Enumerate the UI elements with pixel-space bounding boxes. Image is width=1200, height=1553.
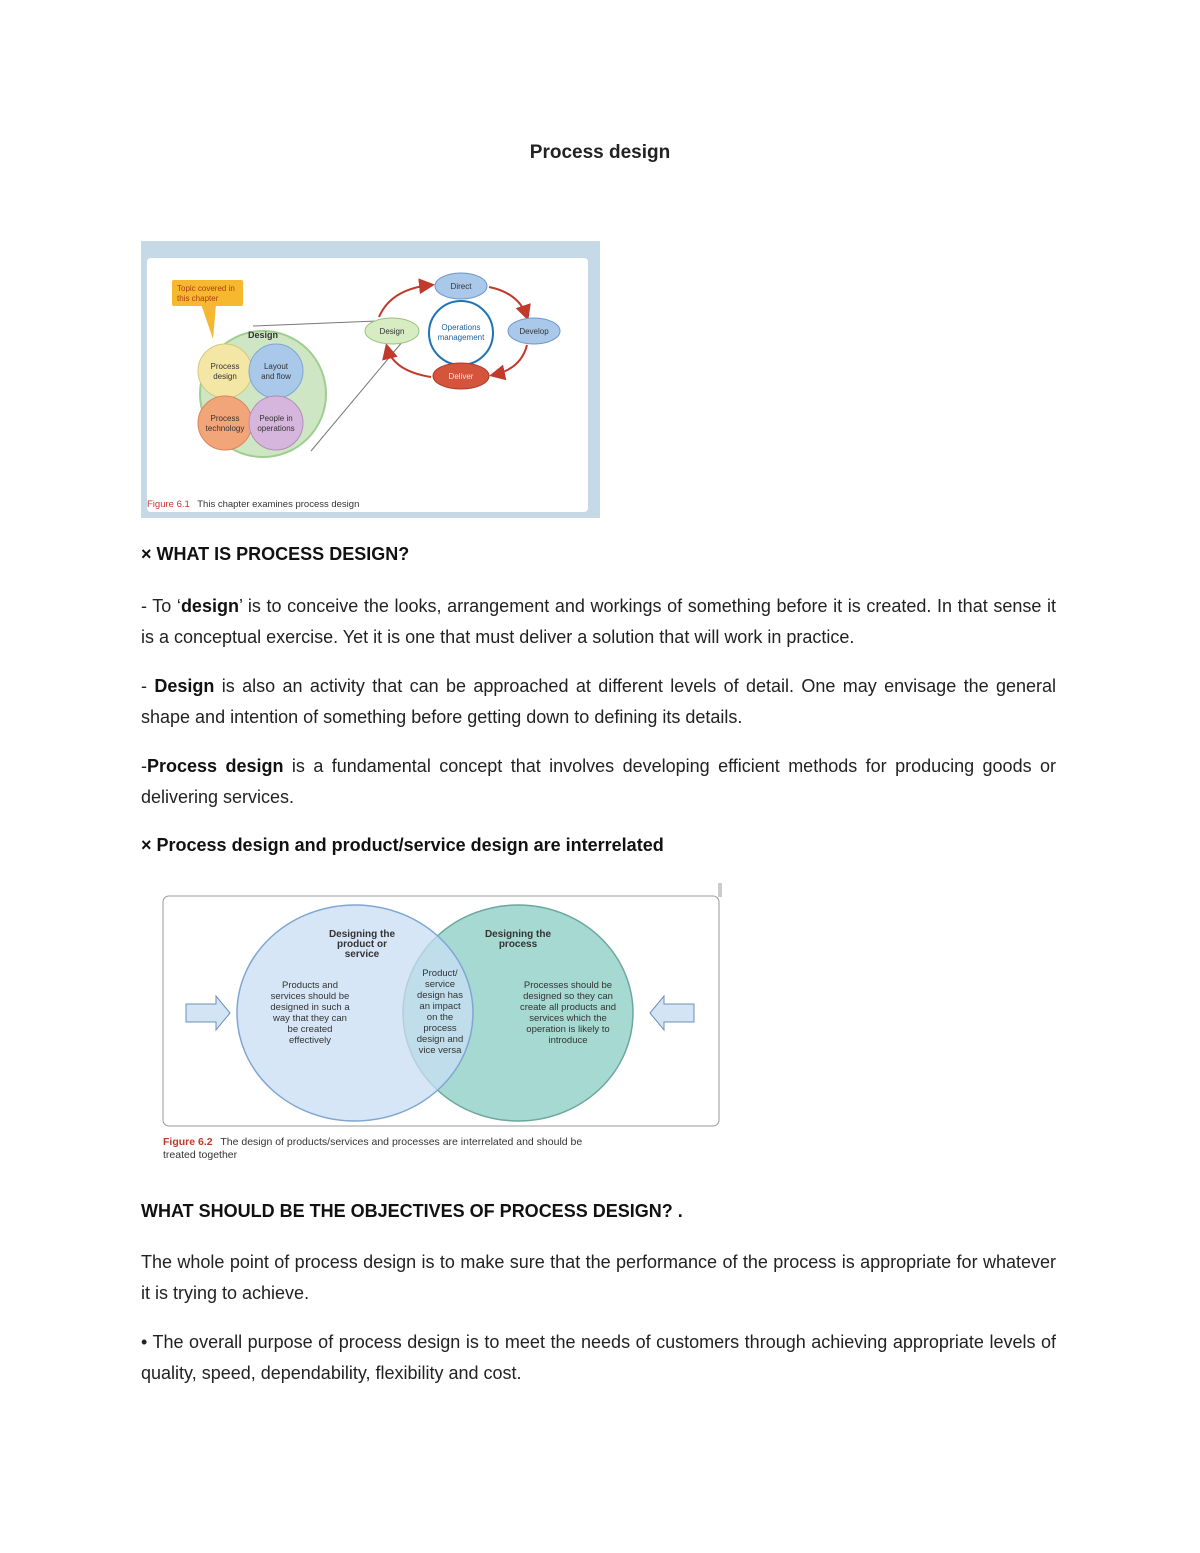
center-line-1: Operations: [441, 323, 481, 332]
left-text-line-2: services should be: [270, 991, 350, 1002]
p2-bold: Design: [154, 676, 215, 696]
middle-text-line-4: an impact: [419, 1001, 461, 1012]
node-deliver-label: Deliver: [448, 372, 474, 381]
right-title-line-2: process: [498, 939, 538, 950]
right-text-line-4: services which the: [529, 1013, 607, 1024]
quadrant-4-line-1: People in: [259, 414, 293, 423]
p3-bold: Process design: [147, 756, 284, 776]
figure-6-2: [160, 880, 725, 1165]
quadrant-2-line-1: Layout: [263, 362, 289, 371]
paragraph-whole-point: The whole point of process design is to make sure that the performance of the process is appropriate for whatever it is trying to achieve.: [141, 1252, 1056, 1303]
left-text-line-6: effectively: [288, 1035, 332, 1046]
figure2-caption-line-2: treated together: [163, 1149, 238, 1161]
p2-rest: is also an activity that can be approached at different levels of detail. One may envisage the general shape and intention of something before getting down to defining its details.: [141, 676, 1056, 727]
right-text-line-5: operation is likely to: [526, 1024, 610, 1035]
quadrant-people-operations: [249, 396, 303, 450]
p1-bold: design: [180, 596, 239, 616]
quadrant-process-design: [198, 344, 252, 398]
quadrant-layout-flow: [249, 344, 303, 398]
left-text-line-4: way that they can: [273, 1013, 347, 1024]
paragraph-design-levels: [141, 671, 1056, 733]
callout-line-2: this chapter: [177, 294, 219, 303]
middle-text-line-6: process: [423, 1023, 457, 1034]
scroll-marker: [718, 883, 722, 897]
quadrant-3-line-1: Process: [210, 414, 240, 423]
callout-line-1: Topic covered in: [177, 284, 235, 293]
middle-text-line-5: on the: [426, 1012, 454, 1023]
figure1-caption-number: Figure 6.1: [147, 499, 190, 510]
quadrant-1-line-1: Process: [210, 362, 240, 371]
middle-text-line-1: Product/: [422, 968, 458, 979]
p1-rest: ’ is to conceive the looks, arrangement and workings of something before it is created. In that sense it is a conceptual exercise. Yet it is one that must deliver a solution that will work in practice.: [141, 596, 1056, 647]
figure2-caption-number: Figure 6.2: [163, 1136, 213, 1148]
quadrant-1-line-2: design: [213, 372, 237, 381]
quadrant-2-line-2: and flow: [261, 372, 291, 381]
figure1-caption: [147, 499, 359, 510]
center-line-2: management: [437, 333, 485, 342]
middle-text-line-8: vice versa: [418, 1045, 462, 1056]
right-text-line-6: introduce: [548, 1035, 588, 1046]
quadrant-process-technology: [198, 396, 252, 450]
left-title-line-1: Designing the: [328, 929, 396, 940]
left-text-line-3: designed in such a: [270, 1002, 350, 1013]
node-direct-label: Direct: [450, 282, 472, 291]
right-text-line-3: create all products and: [519, 1002, 617, 1013]
paragraph-overall-purpose: • The overall purpose of process design is to meet the needs of customers through achieving appropriate levels of quality, speed, dependability, flexibility and cost.: [141, 1332, 1056, 1383]
node-develop-label: Develop: [519, 327, 549, 336]
design-circle-label: Design: [247, 330, 279, 340]
left-text-line-1: Products and: [282, 980, 338, 991]
page-title: Process design: [529, 142, 671, 163]
right-text-line-1: Processes should be: [523, 980, 613, 991]
figure2-caption-line-1: [163, 1136, 582, 1148]
section-heading-interrelated: × Process design and product/service design are interrelated: [141, 835, 664, 855]
middle-text-line-3: design has: [417, 990, 463, 1001]
quadrant-3-line-2: technology: [205, 424, 245, 433]
p2-prefix: -: [141, 676, 155, 696]
figure1-caption-text: This chapter examines process design: [197, 499, 360, 510]
left-text-line-5: be created: [287, 1024, 333, 1035]
figure-6-1: [141, 241, 600, 518]
middle-text-line-7: design and: [416, 1034, 464, 1045]
p3-prefix: -: [141, 756, 147, 776]
p1-prefix: - To ‘: [141, 596, 181, 616]
right-text-line-2: designed so they can: [523, 991, 613, 1002]
quadrant-4-line-2: operations: [257, 424, 295, 433]
left-title-line-3: service: [344, 949, 380, 960]
middle-text-line-2: service: [424, 979, 456, 990]
section-heading-what-is-process-design: × WHAT IS PROCESS DESIGN?: [141, 544, 410, 564]
paragraph-design-definition: [141, 591, 1056, 653]
node-design-label: Design: [379, 327, 405, 336]
right-title-line-1: Designing the: [484, 929, 552, 940]
figure2-caption-text-1: The design of products/services and processes are interrelated and should be: [220, 1136, 583, 1148]
paragraph-process-design: [141, 751, 1056, 813]
left-title-line-2: product or: [337, 939, 387, 950]
section-heading-objectives: WHAT SHOULD BE THE OBJECTIVES OF PROCESS DESIGN? .: [141, 1201, 683, 1221]
p3-rest: is a fundamental concept that involves developing efficient methods for producing goods or delivering services.: [141, 756, 1057, 807]
